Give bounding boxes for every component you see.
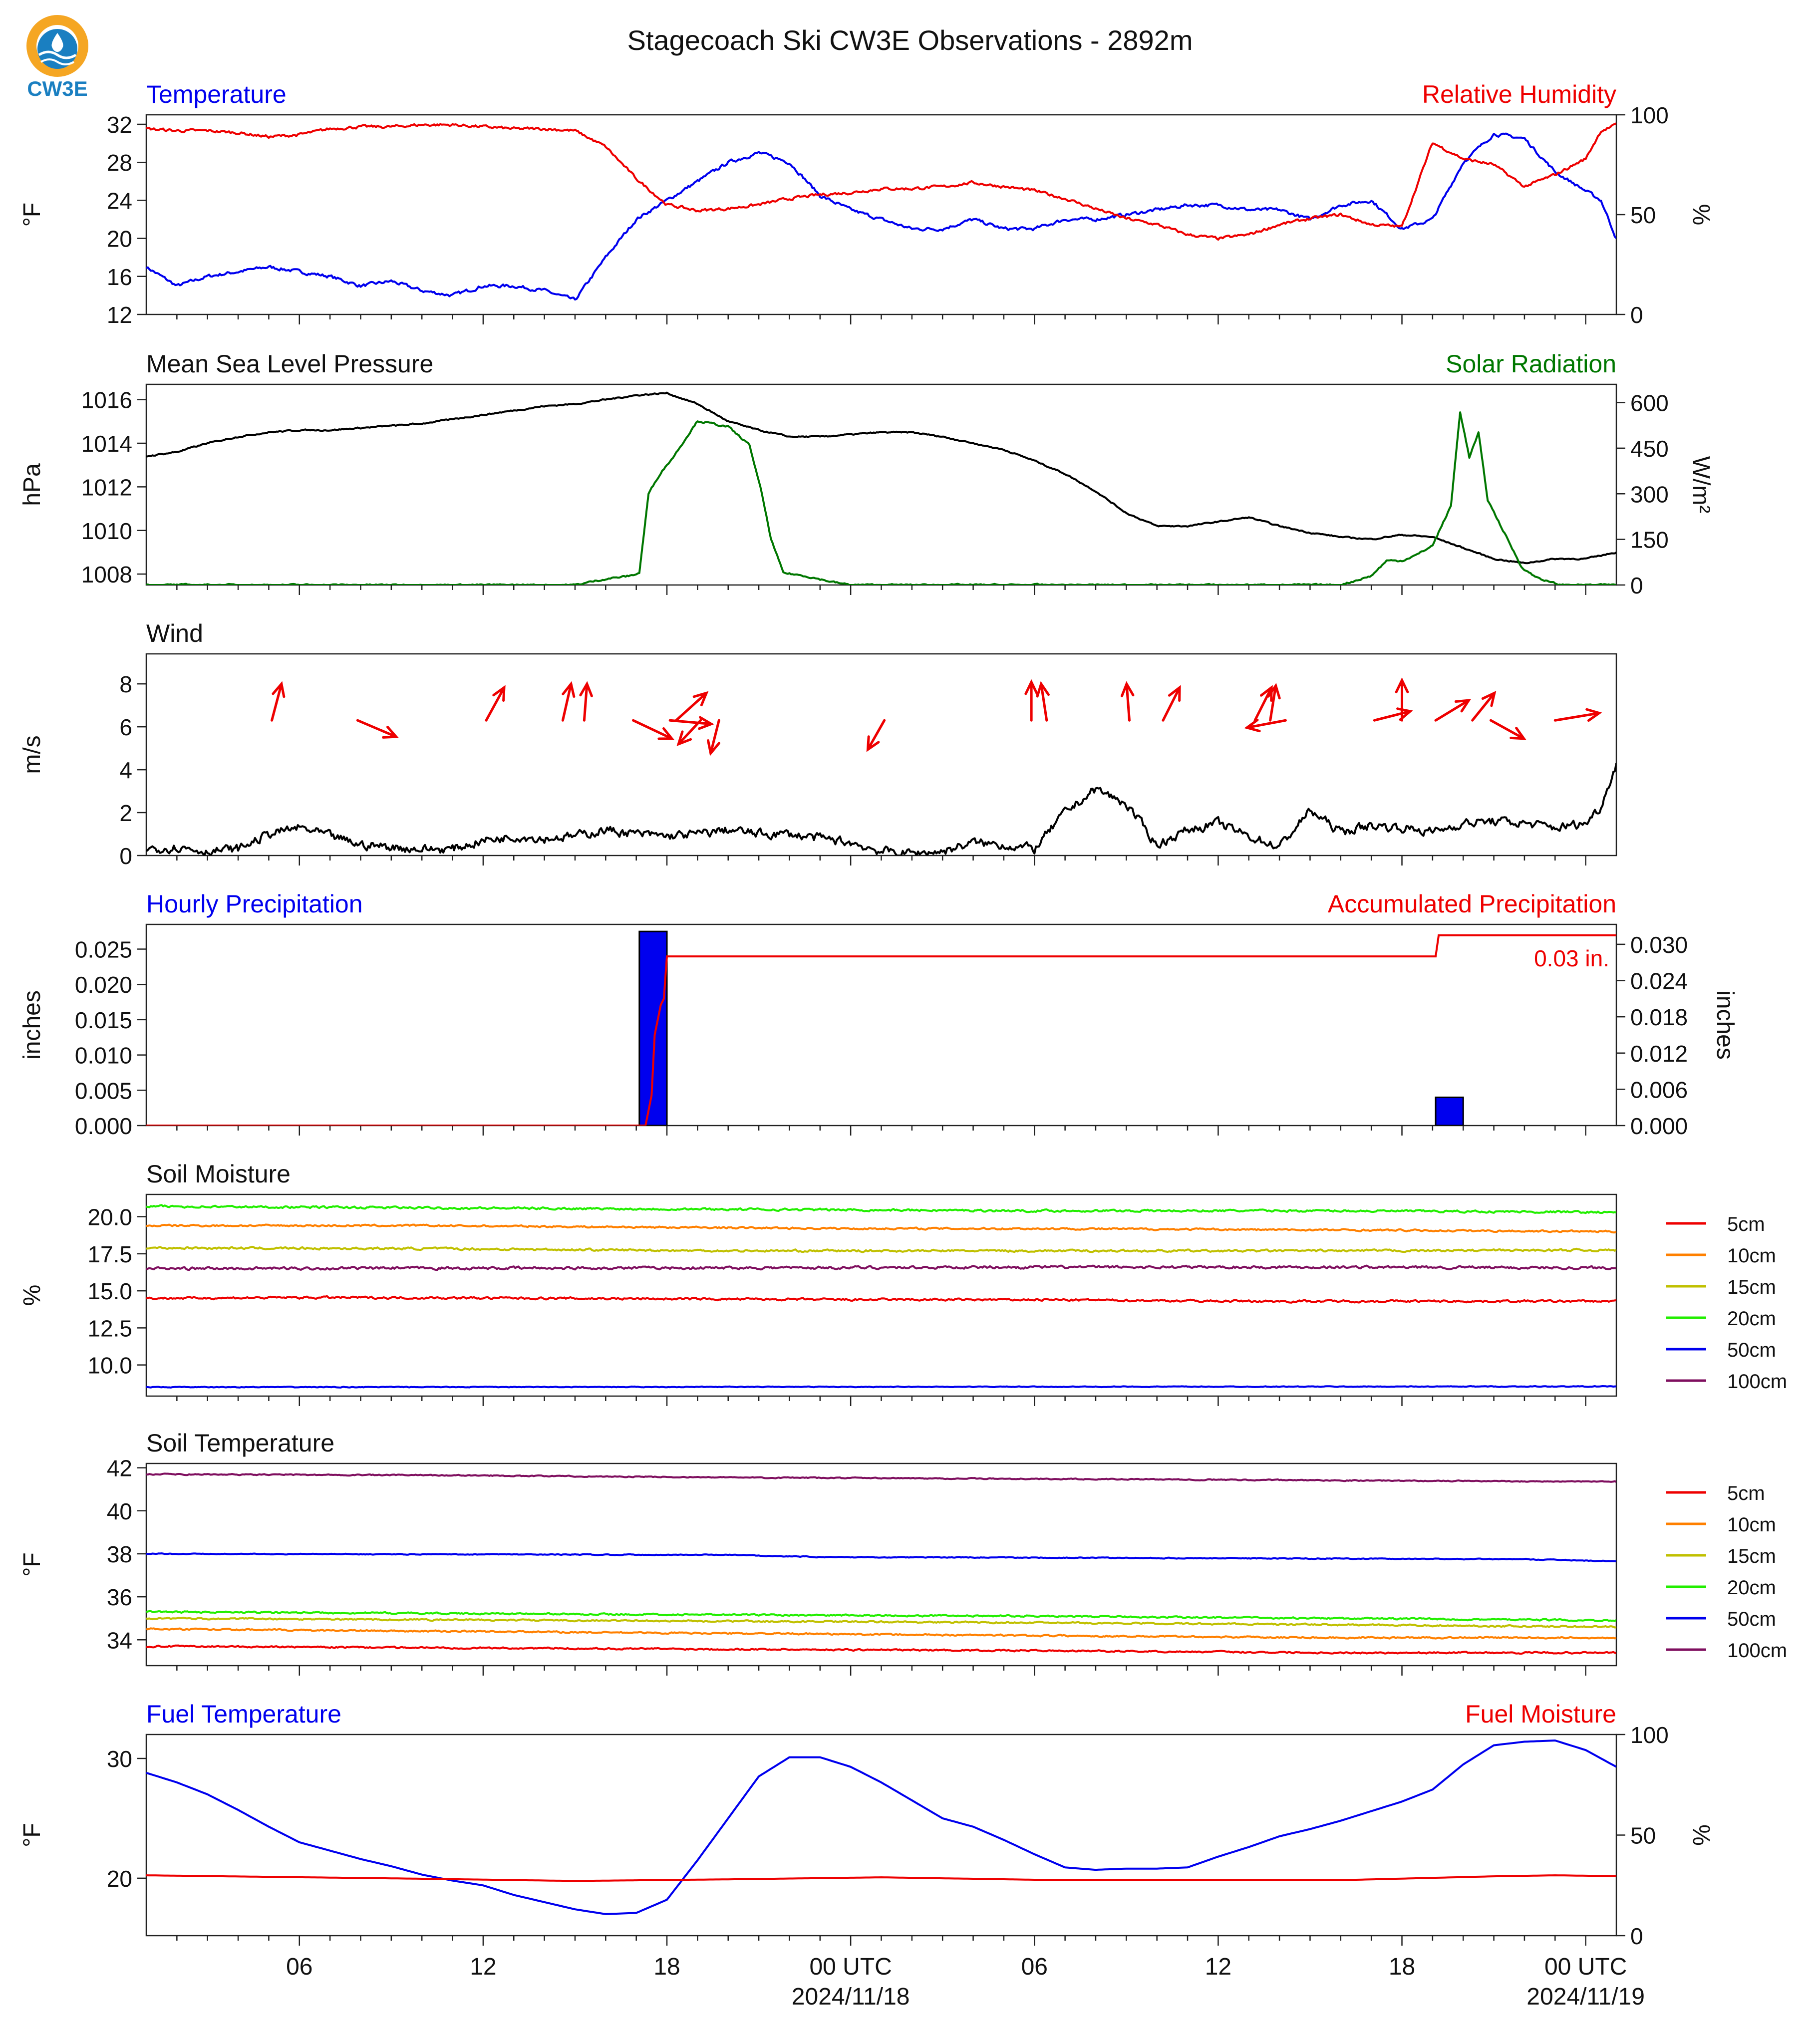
y-axis-label: inches <box>19 990 45 1060</box>
wind-arrow-icon <box>1026 682 1037 721</box>
wind-arrow-icon <box>1555 709 1599 720</box>
wind-arrow-icon <box>272 684 284 720</box>
y-right-tick-label: 0.024 <box>1630 968 1688 994</box>
y-tick-label: 20 <box>106 1865 132 1892</box>
series-line-left <box>146 393 1616 564</box>
series-line-right <box>146 123 1616 240</box>
wind-arrow-icon <box>1374 709 1410 720</box>
plot-area <box>146 1205 1616 1388</box>
panel-temp_rh <box>19 80 1714 328</box>
y-right-tick-label: 0 <box>1630 1923 1643 1949</box>
wind-arrow-icon <box>486 687 504 720</box>
wind-arrow-icon <box>1436 700 1469 720</box>
cw3e-logo <box>27 20 87 100</box>
series-line-left <box>146 1740 1616 1914</box>
wind-arrow-icon <box>1247 720 1285 731</box>
wind-arrow-icon <box>1473 693 1495 720</box>
panel-title-left: Soil Temperature <box>146 1429 335 1457</box>
y-axis-label: °F <box>19 1823 45 1847</box>
x-tick-label: 18 <box>1388 1954 1416 1980</box>
y-tick-label: 0.020 <box>74 972 132 998</box>
plot-area <box>146 931 1616 1126</box>
y-axis-label: % <box>19 1284 45 1306</box>
panel-soil_moisture <box>19 1160 1787 1406</box>
y-tick-label: 1008 <box>81 562 132 588</box>
y-axis-right-label: W/m² <box>1688 456 1714 514</box>
y-right-tick-label: 0.030 <box>1630 931 1688 958</box>
panel-wind <box>19 619 1616 869</box>
y-right-tick-label: 100 <box>1630 102 1669 128</box>
wind-arrow-icon <box>1255 687 1271 720</box>
y-right-tick-label: 50 <box>1630 1822 1656 1849</box>
legend-label: 10cm <box>1727 1245 1776 1267</box>
panel-title-left: Soil Moisture <box>146 1160 291 1188</box>
y-tick-label: 17.5 <box>87 1241 132 1267</box>
series-line-50cm <box>146 1386 1616 1388</box>
series-line-50cm <box>146 1553 1616 1561</box>
y-tick-label: 2 <box>119 800 132 827</box>
series-line-left <box>146 763 1616 856</box>
series-line-10cm <box>146 1224 1616 1232</box>
y-tick-label: 8 <box>119 671 132 698</box>
wind-arrow-icon <box>563 684 574 720</box>
y-right-tick-label: 0 <box>1630 573 1643 598</box>
wind-arrow-icon <box>1122 684 1133 720</box>
accum-precip-line <box>146 935 1616 1126</box>
y-right-tick-label: 0 <box>1630 302 1643 328</box>
panel-title-right: Accumulated Precipitation <box>1327 890 1616 918</box>
plot-area <box>146 123 1616 299</box>
y-axis-right-label: inches <box>1712 990 1738 1060</box>
x-tick-label: 00 UTC <box>1544 1954 1627 1980</box>
y-tick-label: 42 <box>106 1455 132 1481</box>
legend-label: 100cm <box>1727 1371 1788 1393</box>
series-line-left <box>146 134 1616 299</box>
y-right-tick-label: 100 <box>1630 1722 1669 1748</box>
y-tick-label: 15.0 <box>87 1278 132 1305</box>
y-right-tick-label: 0.018 <box>1630 1004 1688 1031</box>
legend-label: 50cm <box>1727 1608 1776 1630</box>
series-line-right <box>146 1875 1616 1881</box>
panel-title-left: Fuel Temperature <box>146 1700 341 1728</box>
plot-area <box>146 1473 1616 1654</box>
legend-label: 20cm <box>1727 1308 1776 1330</box>
y-tick-label: 32 <box>106 112 132 138</box>
y-tick-label: 40 <box>106 1498 132 1524</box>
precip-bar <box>639 931 667 1126</box>
y-right-tick-label: 450 <box>1630 435 1669 462</box>
wind-arrow-icon <box>357 720 396 737</box>
y-tick-label: 1010 <box>81 518 132 544</box>
y-tick-label: 0.005 <box>74 1078 132 1104</box>
panel-title-left: Hourly Precipitation <box>146 890 363 918</box>
panel-frame <box>146 1735 1616 1936</box>
x-tick-label: 18 <box>653 1954 680 1980</box>
panel-frame <box>146 384 1616 585</box>
accum-total-label: 0.03 in. <box>1534 945 1609 971</box>
y-tick-label: 12 <box>106 302 132 328</box>
y-tick-label: 30 <box>106 1745 132 1772</box>
y-tick-label: 38 <box>106 1541 132 1567</box>
series-line-5cm <box>146 1296 1616 1303</box>
y-axis-right-label: % <box>1688 204 1714 226</box>
x-tick-label: 06 <box>1021 1954 1048 1980</box>
series-line-right <box>146 412 1616 585</box>
series-line-100cm <box>146 1266 1616 1270</box>
legend-label: 100cm <box>1727 1640 1788 1662</box>
legend-label: 50cm <box>1727 1339 1776 1361</box>
wind-arrow-icon <box>1037 684 1048 720</box>
y-right-tick-label: 600 <box>1630 390 1669 416</box>
panel-title-right: Solar Radiation <box>1446 350 1616 378</box>
y-axis-label: °F <box>19 202 45 227</box>
legend-label: 15cm <box>1727 1276 1776 1298</box>
panel-title-left: Mean Sea Level Pressure <box>146 350 434 378</box>
series-line-10cm <box>146 1628 1616 1639</box>
plot-area <box>146 393 1616 585</box>
legend-label: 10cm <box>1727 1514 1776 1536</box>
series-line-15cm <box>146 1247 1616 1252</box>
wind-arrow-icon <box>581 684 592 720</box>
legend-label: 20cm <box>1727 1577 1776 1599</box>
series-line-20cm <box>146 1205 1616 1213</box>
y-tick-label: 36 <box>106 1584 132 1611</box>
y-right-tick-label: 0.000 <box>1630 1113 1688 1139</box>
y-right-tick-label: 0.006 <box>1630 1077 1688 1103</box>
y-tick-label: 28 <box>106 150 132 176</box>
y-tick-label: 1012 <box>81 474 132 501</box>
y-tick-label: 0.010 <box>74 1042 132 1069</box>
y-axis-right-label: % <box>1688 1824 1714 1846</box>
legend-label: 15cm <box>1727 1545 1776 1567</box>
panel-title-left: Temperature <box>146 80 287 108</box>
y-tick-label: 12.5 <box>87 1315 132 1342</box>
panel-soil_temperature <box>19 1429 1787 1676</box>
x-tick-label: 00 UTC <box>809 1954 892 1980</box>
y-tick-label: 1014 <box>81 430 132 457</box>
y-tick-label: 6 <box>119 714 132 741</box>
panel-title-left: Wind <box>146 619 203 647</box>
wind-arrow-icon <box>1163 687 1180 720</box>
panels <box>19 80 1787 2010</box>
y-tick-label: 4 <box>119 757 132 784</box>
y-axis-label: hPa <box>19 463 45 506</box>
y-tick-label: 0.000 <box>74 1113 132 1139</box>
panel-pressure_solar <box>19 350 1714 598</box>
wind-arrow-icon <box>633 720 672 739</box>
series-line-5cm <box>146 1646 1616 1654</box>
y-right-tick-label: 300 <box>1630 481 1669 508</box>
x-tick-label: 12 <box>470 1954 497 1980</box>
y-tick-label: 20.0 <box>87 1204 132 1230</box>
plot-area <box>146 680 1616 856</box>
y-tick-label: 1016 <box>81 387 132 413</box>
wind-arrow-icon <box>678 720 700 744</box>
plot-area <box>146 1740 1616 1914</box>
wind-arrow-icon <box>868 720 885 749</box>
y-right-tick-label: 50 <box>1630 202 1656 228</box>
precip-bar <box>1436 1097 1463 1126</box>
y-tick-label: 34 <box>106 1627 132 1654</box>
y-tick-label: 0 <box>119 843 132 869</box>
y-axis-label: m/s <box>19 735 45 774</box>
x-tick-label: 06 <box>286 1954 313 1980</box>
legend-label: 5cm <box>1727 1482 1765 1504</box>
y-tick-label: 0.025 <box>74 936 132 963</box>
logo-text: CW3E <box>27 77 88 100</box>
panel-title-right: Relative Humidity <box>1422 80 1616 108</box>
y-right-tick-label: 150 <box>1630 527 1669 553</box>
y-axis-label: °F <box>19 1552 45 1577</box>
y-right-tick-label: 0.012 <box>1630 1040 1688 1067</box>
panel-fuel <box>19 1700 1714 2010</box>
wind-arrow-icon <box>1491 720 1523 739</box>
y-tick-label: 0.015 <box>74 1007 132 1033</box>
legend-label: 5cm <box>1727 1213 1765 1235</box>
panel-precip <box>19 890 1738 1139</box>
y-tick-label: 16 <box>106 264 132 290</box>
panel-title-right: Fuel Moisture <box>1465 1700 1616 1728</box>
x-date-label: 2024/11/18 <box>791 1984 910 2010</box>
figure-title: Stagecoach Ski CW3E Observations - 2892m <box>627 24 1193 56</box>
y-tick-label: 10.0 <box>87 1352 132 1379</box>
x-tick-label: 12 <box>1205 1954 1232 1980</box>
wind-arrow-icon <box>676 693 706 720</box>
panel-frame <box>146 924 1616 1126</box>
y-tick-label: 24 <box>106 188 132 214</box>
x-date-label: 2024/11/19 <box>1526 1984 1645 2010</box>
y-tick-label: 20 <box>106 226 132 252</box>
series-line-100cm <box>146 1473 1616 1482</box>
panel-frame <box>146 1463 1616 1666</box>
